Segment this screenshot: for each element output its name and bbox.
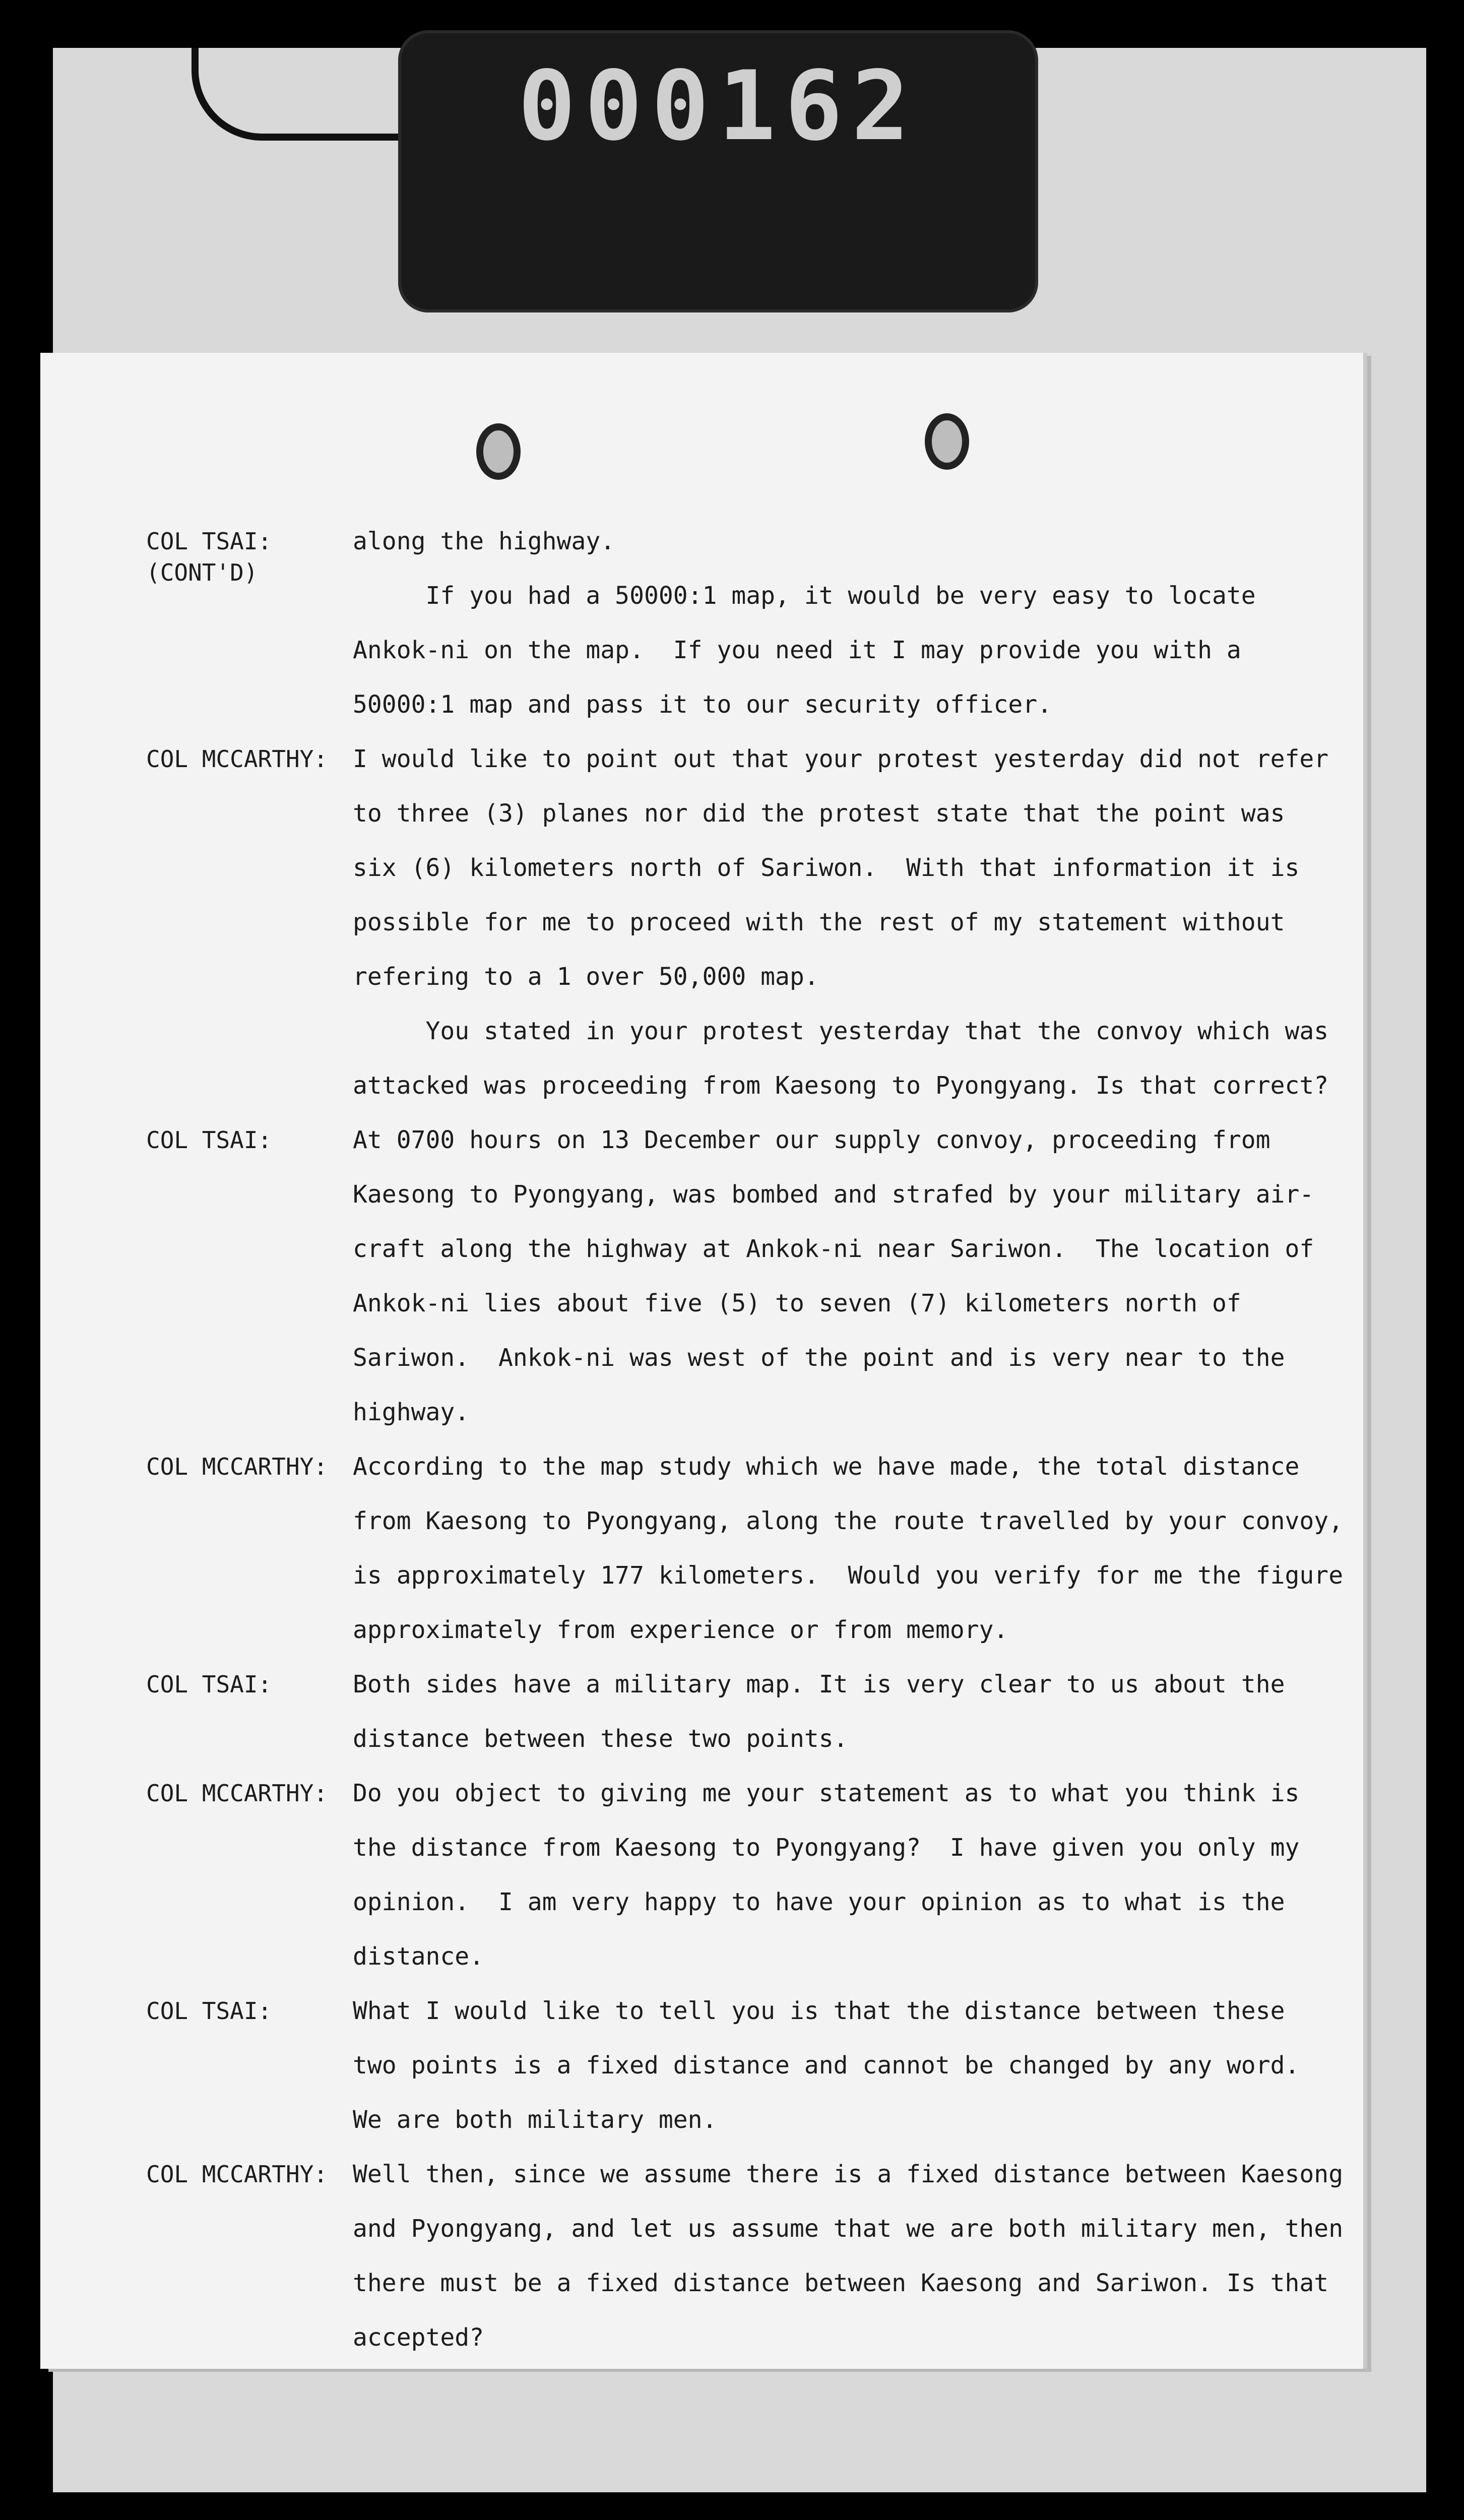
speech-line: accepted? [353,2323,484,2352]
speech-line: What I would like to tell you is that the distance between these [353,1997,1285,2025]
speaker-label [146,732,378,786]
speaker-label [146,1657,378,1712]
transcript-entry [40,1657,1363,1766]
speaker-name: COL TSAI: [146,528,272,555]
speech-line: Do you object to giving me your statement as to what you think is [353,1779,1300,1807]
speech-text [353,1766,1310,1984]
speech-line: approximately from experience or from memory. [353,1616,1008,1644]
speech-line: there must be a fixed distance between Kaesong and Sariwon. Is that [353,2269,1329,2297]
speech-line: We are both military men. [353,2106,717,2134]
speech-line: distance. [353,1942,484,1971]
frame-number: 000162 [518,50,919,162]
speaker-name: COL TSAI: [146,1671,272,1698]
speaker-continued-note: (CONT'D) [146,559,258,586]
speech-line: Ankok-ni lies about five (5) to seven (7) kilometers north of [353,1289,1241,1317]
frame-number-holder [398,30,1038,312]
speech-line: Kaesong to Pyongyang, was bombed and strafed by your military air- [353,1180,1314,1209]
speech-text [353,2147,1344,2365]
speech-text [353,1657,1310,1766]
speech-line: attacked was proceeding from Kaesong to Pyongyang. Is that correct? [353,1072,1329,1100]
speech-line: six (6) kilometers north of Sariwon. With that information it is [353,854,1300,882]
transcript-entry [40,732,1363,1113]
speaker-label [146,2147,378,2201]
speech-line: According to the map study which we have made, the total distance [353,1453,1300,1481]
speech-text [353,1439,1344,1657]
speaker-label [146,514,378,588]
speaker-name: COL TSAI: [146,1997,272,2025]
transcript-entry [40,1113,1363,1439]
speech-text [353,514,1310,732]
speaker-name: COL MCCARTHY: [146,2161,328,2188]
speech-line: Sariwon. Ankok-ni was west of the point and is very near to the [353,1344,1285,1372]
speech-line: distance between these two points. [353,1725,848,1753]
speaker-label [146,1439,378,1494]
speech-line: opinion. I am very happy to have your opinion as to what is the [353,1888,1285,1916]
speech-line: the distance from Kaesong to Pyongyang? I have given you only my [353,1834,1300,1862]
speaker-name: COL MCCARTHY: [146,745,328,773]
punch-hole-right [925,413,969,470]
speech-text [353,732,1329,1113]
speech-line: possible for me to proceed with the rest of my statement without [353,908,1285,936]
speaker-name: COL MCCARTHY: [146,1780,328,1807]
speaker-name: COL MCCARTHY: [146,1453,328,1480]
punch-hole-left [476,423,521,480]
speaker-name: COL TSAI: [146,1126,272,1154]
speech-line: to three (3) planes nor did the protest state that the point was [353,799,1285,828]
speech-line: along the highway. [353,527,615,555]
document-page [40,353,1363,2369]
speech-line: 50000:1 map and pass it to our security officer. [353,690,1052,719]
transcript-entry [40,1439,1363,1657]
speech-line: Both sides have a military map. It is very clear to us about the [353,1670,1285,1698]
speech-line: If you had a 50000:1 map, it would be very easy to locate [353,582,1256,610]
speech-line: Well then, since we assume there is a fixed distance between Kaesong [353,2160,1344,2188]
speech-line: is approximately 177 kilometers. Would you verify for me the figure [353,1561,1344,1590]
speech-text [353,1113,1314,1439]
speaker-label [146,1984,378,2038]
speech-line: You stated in your protest yesterday that the convoy which was [353,1017,1329,1045]
speech-line: craft along the highway at Ankok-ni near Sariwon. The location of [353,1235,1314,1263]
speech-line: highway. [353,1398,470,1426]
speech-line: and Pyongyang, and let us assume that we are both military men, then [353,2215,1344,2243]
speech-line: Ankok-ni on the map. If you need it I may provide you with a [353,636,1241,664]
speech-line: two points is a fixed distance and cannot be changed by any word. [353,2051,1300,2080]
transcript [40,514,1363,2365]
speech-text [353,1984,1310,2147]
transcript-entry [40,1984,1363,2147]
speech-line: At 0700 hours on 13 December our supply convoy, proceeding from [353,1126,1270,1154]
transcript-entry [40,2147,1363,2365]
frame-holder-cable [192,48,410,141]
speech-line: I would like to point out that your protest yesterday did not refer [353,745,1329,773]
transcript-entry [40,1766,1363,1984]
speech-line: from Kaesong to Pyongyang, along the route travelled by your convoy, [353,1507,1344,1535]
speech-line: refering to a 1 over 50,000 map. [353,963,819,991]
speaker-label [146,1766,378,1820]
speaker-label [146,1113,378,1167]
transcript-entry [40,514,1363,732]
